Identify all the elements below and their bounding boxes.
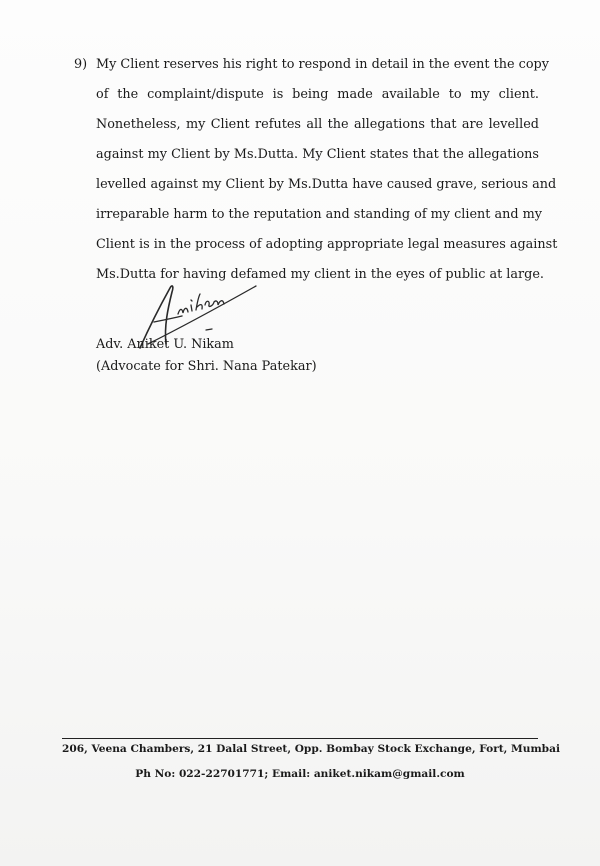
paragraph-line: against my Client by Ms.Dutta. My Client states that the allegations: [96, 147, 539, 162]
paragraph-line: My Client reserves his right to respond in detail in the event the copy: [96, 57, 549, 72]
paragraph-line: Nonetheless, my Client refutes all the allegations that are levelled: [96, 117, 539, 132]
paragraph-line: Client is in the process of adopting appropriate legal measures against: [96, 237, 558, 252]
paragraph-text: [96, 50, 558, 290]
paragraph-number: 9): [74, 57, 88, 72]
paragraph-line: of the complaint/dispute is being made available to my client.: [96, 87, 539, 102]
signatory-name: Adv. Aniket U. Nikam: [96, 337, 234, 352]
signatory-role: (Advocate for Shri. Nana Patekar): [96, 359, 317, 374]
footer-address: 206, Veena Chambers, 21 Dalal Street, Opp. Bombay Stock Exchange, Fort, Mumbai: [62, 743, 560, 755]
footer-divider: [62, 738, 538, 739]
paragraph-line: irreparable harm to the reputation and standing of my client and my: [96, 207, 542, 222]
paragraph-line: Ms.Dutta for having defamed my client in the eyes of public at large.: [96, 267, 544, 282]
paragraph-line: levelled against my Client by Ms.Dutta have caused grave, serious and: [96, 177, 557, 192]
footer-contact: Ph No: 022-22701771; Email: aniket.nikam@gmail.com: [135, 768, 465, 780]
